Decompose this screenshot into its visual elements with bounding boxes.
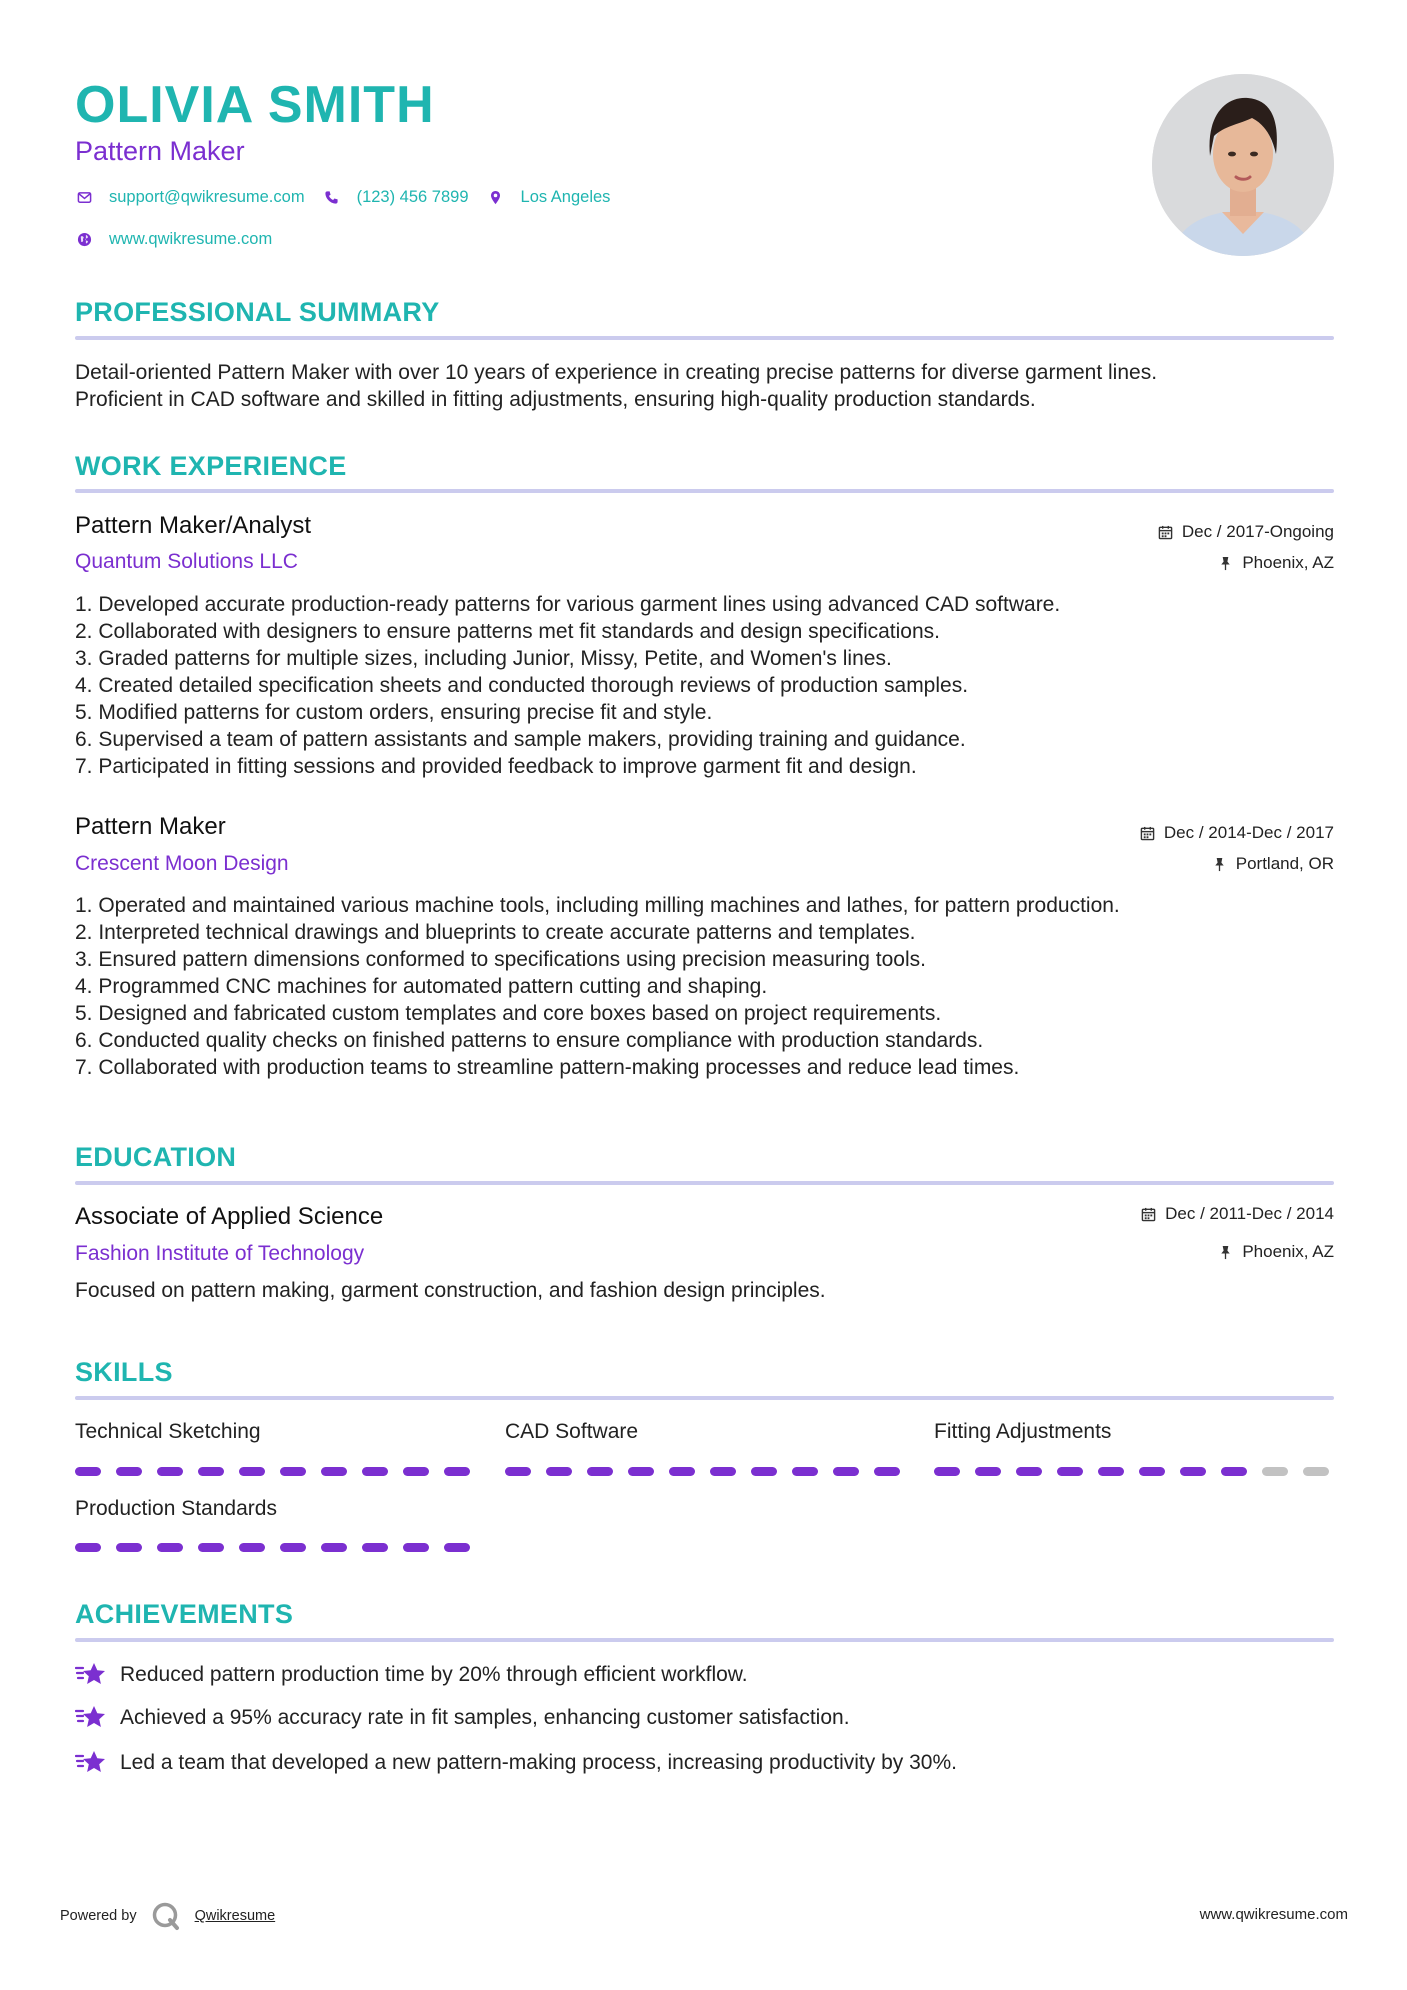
skill-segment-filled [75, 1543, 101, 1552]
pushpin-icon [1212, 857, 1227, 872]
job-date [1140, 822, 1334, 844]
job-title: Pattern Maker/Analyst [75, 512, 312, 539]
qwikresume-logo-icon [151, 1901, 181, 1931]
skill-segment-filled [280, 1543, 306, 1552]
job-location-text: Portland, OR [1235, 854, 1334, 873]
skill-segment-filled [1016, 1467, 1042, 1476]
job-company: Crescent Moon Design [75, 852, 289, 875]
list-item: 4. Created detailed specification sheets and conducted thorough reviews of production samples. [75, 674, 969, 697]
section-title-achievements: ACHIEVEMENTS [75, 1599, 294, 1629]
skill-name: Fitting Adjustments [934, 1420, 1112, 1443]
achievement-item [75, 1660, 748, 1688]
skill-segment-filled [157, 1543, 183, 1552]
profile-photo [1152, 74, 1334, 256]
school-name: Fashion Institute of Technology [75, 1242, 365, 1265]
skill-segment-filled [975, 1467, 1001, 1476]
section-title-summary: PROFESSIONAL SUMMARY [75, 297, 440, 327]
section-title-education: EDUCATION [75, 1142, 237, 1172]
skill-name: Technical Sketching [75, 1420, 261, 1443]
skill-segment-filled [1057, 1467, 1083, 1476]
job-duties-list [75, 591, 1334, 780]
job-company: Quantum Solutions LLC [75, 550, 298, 573]
phone-text[interactable]: (123) 456 7899 [356, 188, 469, 206]
skill-segment-filled [934, 1467, 960, 1476]
education-date [1141, 1203, 1334, 1225]
footer-branding [60, 1901, 275, 1931]
skill-segment-filled [444, 1467, 470, 1476]
pushpin-icon [1218, 1245, 1233, 1260]
degree-title: Associate of Applied Science [75, 1203, 384, 1230]
skill-segment-filled [874, 1467, 900, 1476]
skill-segment-empty [1262, 1467, 1288, 1476]
phone-icon [323, 188, 341, 206]
list-item: 1. Developed accurate production-ready patterns for various garment lines using advanced CAD software. [75, 593, 1061, 616]
calendar-icon [1140, 826, 1155, 841]
list-item: 2. Interpreted technical drawings and blueprints to create accurate patterns and templates. [75, 921, 916, 944]
calendar-icon [1158, 525, 1173, 540]
job-date-text: Dec / 2014-Dec / 2017 [1163, 823, 1334, 842]
job-location [1212, 853, 1334, 875]
education-location-text: Phoenix, AZ [1242, 1242, 1334, 1261]
skill-segment-filled [75, 1467, 101, 1476]
list-item: 3. Ensured pattern dimensions conformed to specifications using precision measuring tools. [75, 948, 926, 971]
skill-name: Production Standards [75, 1497, 277, 1520]
powered-by-text: Powered by [60, 1908, 137, 1924]
job-date [1158, 521, 1334, 543]
candidate-name: OLIVIA SMITH [75, 76, 435, 134]
job-date-text: Dec / 2017-Ongoing [1181, 522, 1334, 541]
skill-segment-filled [546, 1467, 572, 1476]
skill-segment-filled [1098, 1467, 1124, 1476]
skill-name: CAD Software [505, 1420, 639, 1443]
star-icon [75, 1748, 107, 1776]
section-title-experience: WORK EXPERIENCE [75, 451, 347, 481]
skill-segment-filled [280, 1467, 306, 1476]
envelope-icon [75, 188, 93, 206]
summary-line: Detail-oriented Pattern Maker with over 10 years of experience in creating precise patterns for diverse garment lines. [75, 361, 1158, 384]
candidate-role: Pattern Maker [75, 136, 245, 166]
achievement-text: Reduced pattern production time by 20% through efficient workflow. [120, 1662, 748, 1686]
section-divider [75, 489, 1334, 493]
section-title-skills: SKILLS [75, 1357, 173, 1387]
list-item: 7. Collaborated with production teams to streamline pattern-making processes and reduce lead times. [75, 1056, 1020, 1079]
summary-text [75, 359, 1334, 413]
contact-row [75, 186, 628, 208]
skill-segment-filled [1221, 1467, 1247, 1476]
job-duties-list [75, 892, 1334, 1081]
skill-level-bar [505, 1467, 915, 1476]
job-location [1218, 552, 1334, 574]
email-link[interactable]: support@qwikresume.com [109, 188, 305, 206]
job-title: Pattern Maker [75, 813, 226, 840]
skill-segment-filled [157, 1467, 183, 1476]
skill-level-bar [75, 1467, 485, 1476]
education-location [1218, 1241, 1334, 1263]
skill-segment-filled [198, 1543, 224, 1552]
section-divider [75, 1638, 1334, 1642]
skill-segment-filled [321, 1543, 347, 1552]
section-divider [75, 336, 1334, 340]
list-item: 5. Modified patterns for custom orders, ensuring precise fit and style. [75, 701, 713, 724]
location-text: Los Angeles [520, 188, 611, 206]
skill-segment-filled [362, 1543, 388, 1552]
list-item: 5. Designed and fabricated custom templates and core boxes based on project requirements. [75, 1002, 942, 1025]
website-row [75, 228, 290, 250]
skill-segment-filled [444, 1543, 470, 1552]
skill-segment-filled [710, 1467, 736, 1476]
skill-segment-filled [239, 1467, 265, 1476]
skill-segment-filled [116, 1467, 142, 1476]
website-link[interactable]: www.qwikresume.com [109, 230, 273, 248]
skill-level-bar [75, 1543, 485, 1552]
skill-segment-filled [239, 1543, 265, 1552]
section-divider [75, 1396, 1334, 1400]
achievement-text: Led a team that developed a new pattern-making process, increasing productivity by 30%. [120, 1750, 957, 1774]
skill-segment-filled [321, 1467, 347, 1476]
skill-segment-filled [403, 1543, 429, 1552]
list-item: 1. Operated and maintained various machine tools, including milling machines and lathes, for pattern production. [75, 894, 1120, 917]
skill-segment-filled [403, 1467, 429, 1476]
achievement-item [75, 1748, 957, 1776]
skill-segment-filled [505, 1467, 531, 1476]
list-item: 3. Graded patterns for multiple sizes, including Junior, Missy, Petite, and Women's lines. [75, 647, 892, 670]
skill-segment-filled [198, 1467, 224, 1476]
map-pin-icon [487, 188, 505, 206]
calendar-icon [1141, 1207, 1156, 1222]
skill-segment-filled [1139, 1467, 1165, 1476]
list-item: 4. Programmed CNC machines for automated pattern cutting and shaping. [75, 975, 768, 998]
skill-segment-filled [792, 1467, 818, 1476]
list-item: 7. Participated in fitting sessions and provided feedback to improve garment fit and design. [75, 755, 917, 778]
star-icon [75, 1660, 107, 1688]
skill-segment-filled [669, 1467, 695, 1476]
skill-level-bar [934, 1467, 1344, 1476]
globe-icon [75, 230, 93, 248]
pushpin-icon [1218, 556, 1233, 571]
skill-segment-filled [1180, 1467, 1206, 1476]
education-date-text: Dec / 2011-Dec / 2014 [1165, 1204, 1334, 1223]
skill-segment-empty [1303, 1467, 1329, 1476]
skill-segment-filled [362, 1467, 388, 1476]
skill-segment-filled [628, 1467, 654, 1476]
skill-segment-filled [751, 1467, 777, 1476]
list-item: 6. Conducted quality checks on finished patterns to ensure compliance with production standards. [75, 1029, 984, 1052]
skill-segment-filled [833, 1467, 859, 1476]
skill-segment-filled [116, 1543, 142, 1552]
list-item: 6. Supervised a team of pattern assistants and sample makers, providing training and guidance. [75, 728, 966, 751]
qwikresume-link[interactable]: Qwikresume [194, 1908, 276, 1924]
section-divider [75, 1181, 1334, 1185]
education-description: Focused on pattern making, garment construction, and fashion design principles. [75, 1279, 826, 1302]
footer-website[interactable]: www.qwikresume.com [1199, 1906, 1348, 1923]
list-item: 2. Collaborated with designers to ensure patterns met fit standards and design specifications. [75, 620, 940, 643]
summary-line: Proficient in CAD software and skilled in fitting adjustments, ensuring high-quality production standards. [75, 388, 1036, 411]
achievement-text: Achieved a 95% accuracy rate in fit samples, enhancing customer satisfaction. [120, 1705, 850, 1729]
achievement-item [75, 1703, 850, 1731]
skill-segment-filled [587, 1467, 613, 1476]
job-location-text: Phoenix, AZ [1242, 553, 1334, 572]
star-icon [75, 1703, 107, 1731]
